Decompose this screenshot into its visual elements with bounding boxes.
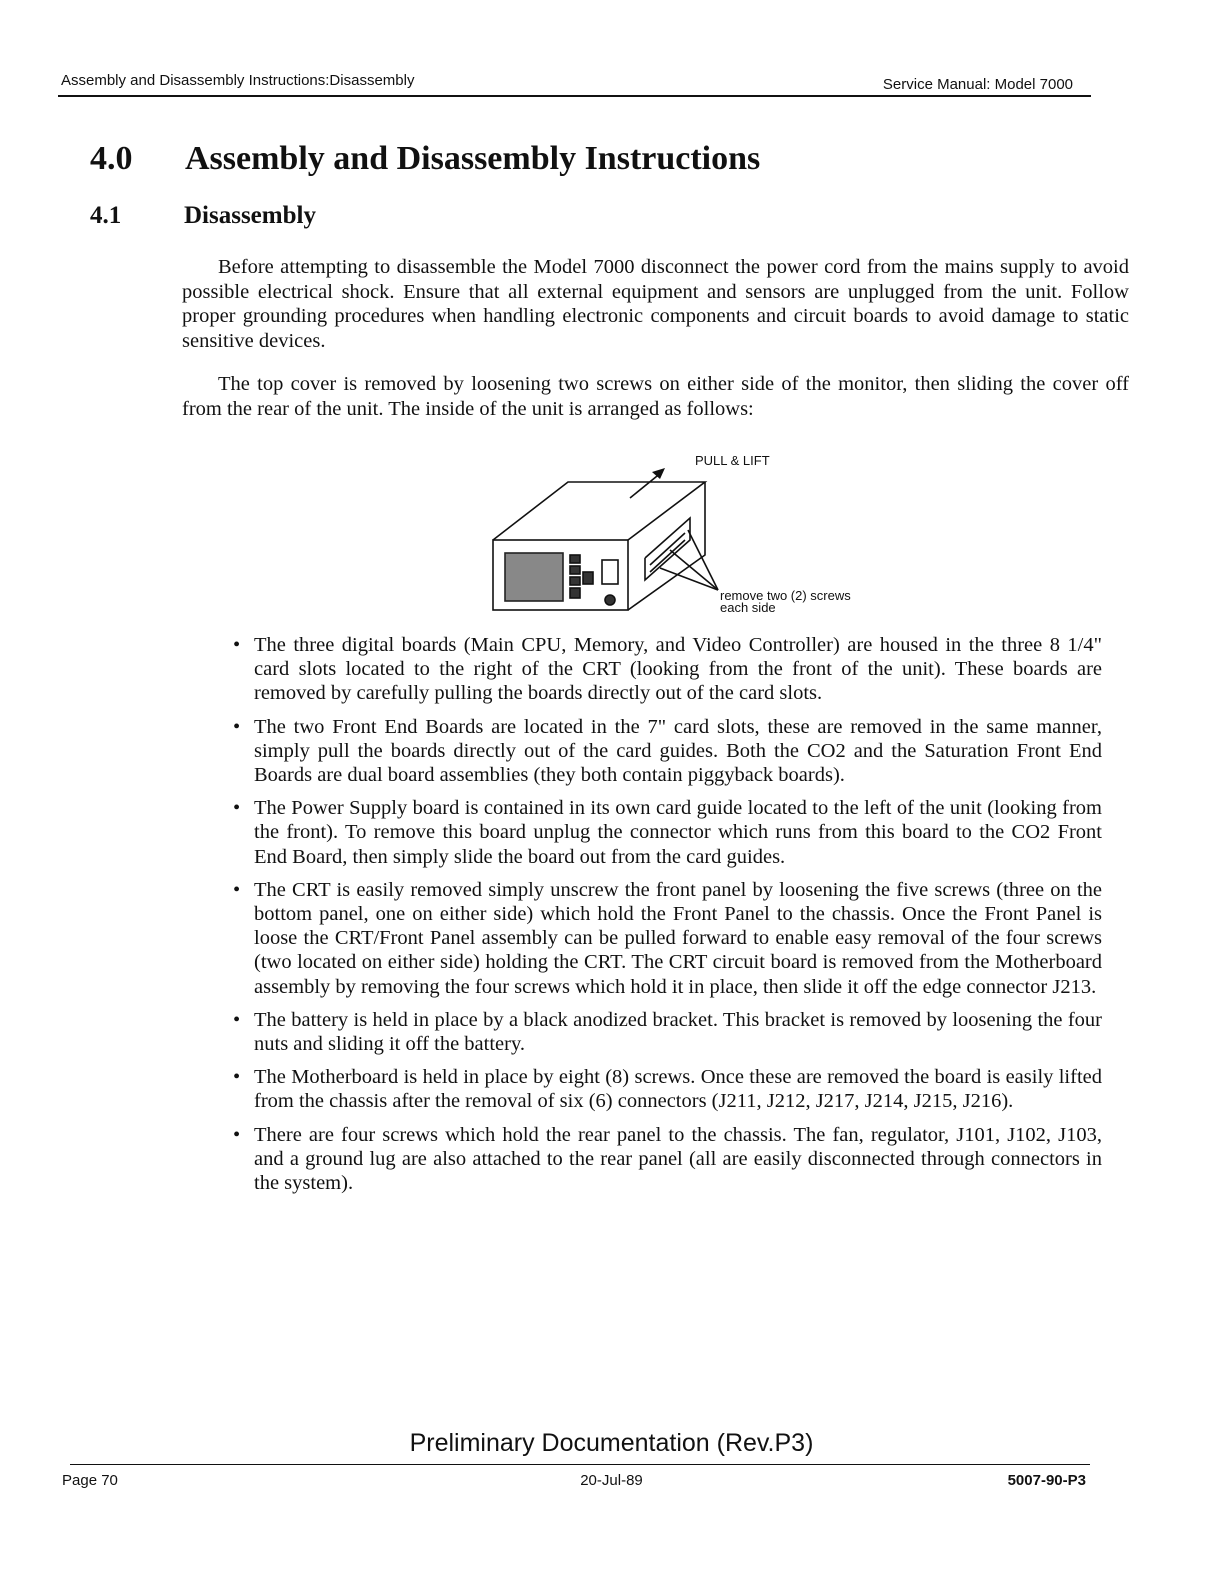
screw-pointer-line (670, 550, 718, 590)
disassembly-steps-list (230, 633, 1102, 1204)
intro-paragraph: Before attempting to disassemble the Model 7000 disconnect the power cord from the mains supply to avoid possible electrical shock. Ensure that all external equipment and sensors are unplugged from the unit. Follow proper grounding procedures when handling electronic components and circuit boards to avoid damage to static sensitive devices. (182, 256, 1129, 352)
list-item-text: The two Front End Boards are located in the 7" card slots, these are removed in the same manner, simply pull the boards directly out of the card guides. Both the CO2 and the Saturation Front End Boards are dual board assemblies (they both contain piggyback boards). (254, 715, 1102, 787)
bullet-marker: • (233, 1123, 241, 1146)
document-number: 5007-90-P3 (1007, 1472, 1086, 1489)
running-header-left: Assembly and Disassembly Instructions:Disassembly (61, 72, 415, 89)
bullet-marker: • (233, 715, 241, 738)
front-button (570, 566, 580, 574)
footer-divider (70, 1464, 1090, 1465)
front-button (570, 577, 580, 585)
each-side-label: each side (720, 600, 776, 615)
list-item (230, 715, 1102, 788)
section-title: Assembly and Disassembly Instructions (185, 140, 761, 177)
bullet-marker: • (233, 1008, 241, 1031)
page-number: Page 70 (62, 1472, 118, 1489)
pull-lift-label: PULL & LIFT (695, 453, 770, 468)
front-button (583, 572, 593, 584)
bullet-marker: • (233, 797, 241, 820)
list-item-text: The three digital boards (Main CPU, Memory, and Video Controller) are housed in the three 8 1/4" card slots located to the right of the CRT (looking from the front of the unit). These boards are removed by carefully pulling the boards directly out of the card slots. (254, 634, 1102, 705)
list-item (230, 633, 1102, 706)
unit-top-face (493, 482, 705, 540)
list-item-text: The CRT is easily removed simply unscrew the front panel by loosening the five screws (three on the bottom panel, one on either side) which hold the Front Panel to the chassis. Once the Front Panel is loose the CRT/Front Panel assembly can be pulled forward to enable easy removal of the four screws (two located on either side) holding the CRT. The CRT circuit board is removed from the Motherboard assembly by removing the four screws which hold it in place, then slide it off the edge connector J213. (254, 878, 1102, 998)
list-item (230, 1123, 1102, 1196)
unit-disassembly-diagram (480, 250, 940, 620)
list-item-text: The Power Supply board is contained in its own card guide located to the left of the unit (looking from the front). To remove this board unplug the connector which runs from this board to the CO2 Front End Board, then simply slide the board out from the card guides. (254, 797, 1102, 868)
running-header-right: Service Manual: Model 7000 (882, 76, 1073, 93)
list-item (230, 878, 1102, 999)
front-button (570, 588, 580, 598)
crt-screen (505, 553, 563, 601)
top-cover-paragraph: The top cover is removed by loosening two screws on either side of the monitor, then sliding the cover off from the rear of the unit. The inside of the unit is arranged as follows: (182, 373, 1129, 420)
subsection-title: Disassembly (184, 202, 316, 229)
remove-screws-label: remove two (2) screws (720, 588, 851, 603)
subsection-number: 4.1 (90, 202, 122, 229)
front-knob (605, 595, 615, 605)
bullet-marker: • (233, 634, 241, 656)
list-item (230, 1008, 1102, 1056)
list-item-text: The battery is held in place by a black anodized bracket. This bracket is removed by loosening the four nuts and sliding it off the battery. (254, 1008, 1102, 1056)
list-item-text: The Motherboard is held in place by eight (8) screws. Once these are removed the board is easily lifted from the chassis after the removal of six (6) connectors (J211, J212, J217, J214, J215, J216). (254, 1066, 1102, 1113)
side-panel-slot (650, 540, 685, 572)
list-item (230, 796, 1102, 869)
header-divider (58, 95, 1091, 97)
preliminary-banner: Preliminary Documentation (Rev.P3) (409, 1429, 814, 1457)
list-item (230, 1065, 1102, 1113)
section-number: 4.0 (90, 140, 133, 177)
list-item-text: There are four screws which hold the rear panel to the chassis. The fan, regulator, J101, J102, J103, and a ground lug are also attached to the rear panel (all are easily disconnected through connectors in the system). (254, 1123, 1102, 1195)
bullet-marker: • (233, 878, 241, 901)
front-display (602, 560, 618, 584)
pull-arrow-head (652, 468, 665, 479)
bullet-marker: • (233, 1066, 241, 1089)
front-button (570, 555, 580, 563)
unit-side-face (628, 482, 705, 610)
footer-date: 20-Jul-89 (580, 1472, 643, 1489)
